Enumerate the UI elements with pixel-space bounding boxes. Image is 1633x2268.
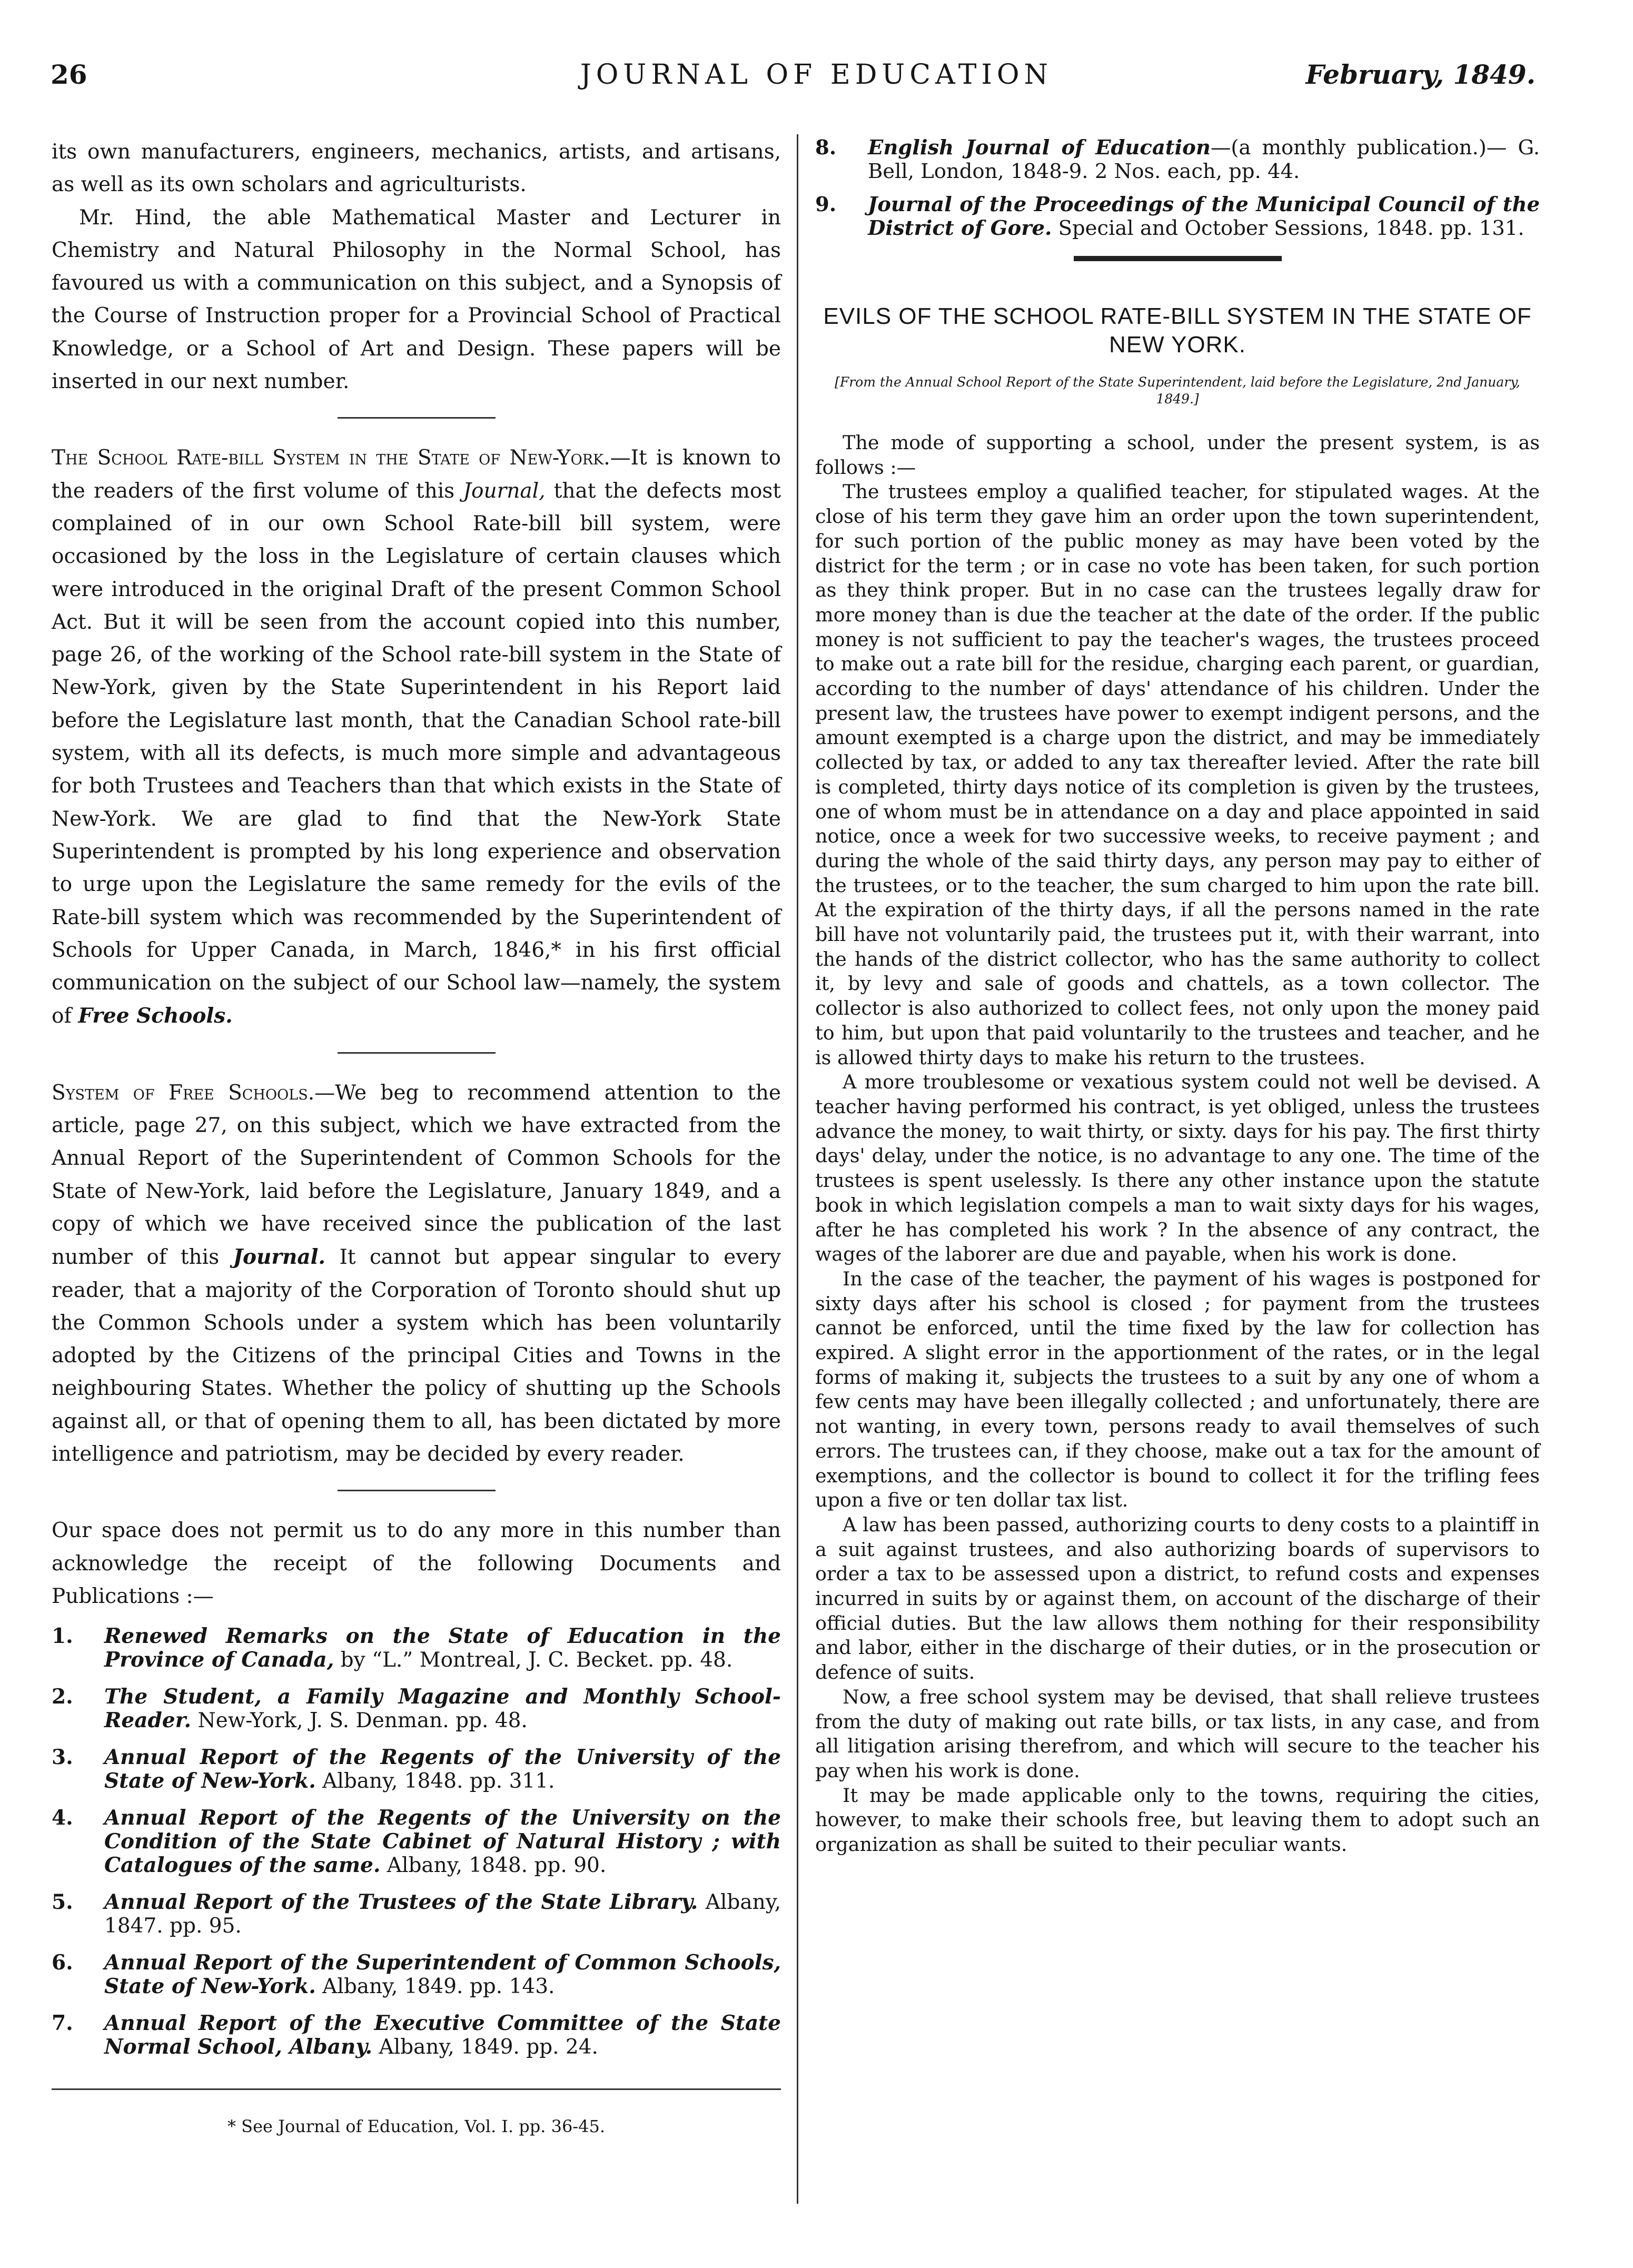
hind-paragraph: Mr. Hind, the able Mathematical Master and Lecturer in Chemistry and Natural Philosophy in the Normal School, has favoured us with a communication on this subject, and a Synopsis of the Course of Instruction proper for a Provincial School of Practical Knowledge, or a School of Art and Design. These papers will be inserted in our next number. xyxy=(52,205,781,394)
list-item: 3. Annual Report of the Regents of the University of the State of New-York. Albany, 1848. pp. 311. xyxy=(52,1745,781,1794)
article-paragraph: In the case of the teacher, the payment of his wages is postponed for sixty days after his school is closed ; for payment from the trustees cannot be enforced, until the time fixed by the law for collection has expired. A slight error in the apportionment of the rates, or in the legal forms of making it, subjects the trustees to a suit by any one of whom a few cents may have been illegally collected ; and unfortunately, there are not wanting, in every town, persons ready to avail themselves of such errors. The trustees can, if they choose, make out a tax for the amount of exemptions, and the collector is bound to collect it for the trifling fees upon a five or ten dollar tax list. xyxy=(815,1267,1540,1512)
list-item: 1. Renewed Remarks on the State of Education in the Province of Canada, by “L.” Montreal, J. C. Becket. pp. 48. xyxy=(52,1624,781,1672)
section-divider xyxy=(338,1052,496,1054)
footnote: * See Journal of Education, Vol. I. pp. 36-45. xyxy=(227,2116,605,2137)
article-paragraph: A law has been passed, authorizing courts to deny costs to a plaintiff in a suit against trustees, and also authorizing boards of supervisors to order a tax to be assessed upon a district, to refund costs and expenses incurred in suits by or against them, on account of the discharge of their official duties. But the law allows them nothing for their responsibility and labor, either in the discharge of their duties, or in the prosecution or defence of suits. xyxy=(815,1513,1540,1684)
list-item: 8. English Journal of Education—(a monthly publication.)— G. Bell, London, 1848-9. 2 Nos. each, pp. 44. xyxy=(815,136,1540,183)
article-paragraph: The mode of supporting a school, under the present system, is as follows :— xyxy=(815,431,1540,479)
intro-paragraph: its own manufacturers, engineers, mechanics, artists, and artisans, as well as its own scholars and agriculturists. xyxy=(52,140,781,197)
article-paragraph: It may be made applicable only to the towns, requiring the cities, however, to make their schools free, but leaving them to adopt such an organization as shall be suited to their peculiar wants. xyxy=(815,1784,1540,1856)
list-item: 9. Journal of the Proceedings of the Municipal Council of the District of Gore. Special and October Sessions, 1848. pp. 131. xyxy=(815,193,1540,240)
footnote-rule xyxy=(52,2088,781,2090)
list-item: 2. The Student, a Family Magazine and Monthly School-Reader. New-York, J. S. Denman. pp. 48. xyxy=(52,1685,781,1733)
list-item: 4. Annual Report of the Regents of the University on the Condition of the State Cabinet of Natural History ; with Catalogues of the same. Albany, 1848. pp. 90. xyxy=(52,1806,781,1878)
article-paragraph: The trustees employ a qualified teacher, for stipulated wages. At the close of his term they gave him an order upon the town superintendent, for such portion of the public money as may have been voted by the district for the term ; or in case no vote has been taken, for such portion as they think proper. But in no case can the trustees legally draw for more money than is due the teacher at the date of the order. If the public money is not sufficient to pay the teacher's wages, the trustees proceed to make out a rate bill for the residue, charging each parent, or guardian, according to the number of days' attendance of his children. Under the present law, the trustees have power to exempt indigent persons, and the amount exempted is a charge upon the district, and may be immediately collected by tax, or added to any tax thereafter levied. After the rate bill is completed, thirty days notice of its completion is given by the trustees, one of whom must be in attendance on a day and place appointed in said notice, once a week for two successive weeks, to receive payment ; and during the whole of the said thirty days, any person may pay to either of the trustees, or to the teacher, the sum charged to him upon the rate bill. At the expiration of the thirty days, if all the persons named in the rate bill have not voluntarily paid, the trustees put it, with their warrant, into the hands of the district collector, who has the same authority to collect it, by levy and sale of goods and chattels, as a town collector. The collector is also authorized to collect fees, not only upon the money paid to him, but upon that paid voluntarily to the trustees and teacher, and he is allowed thirty days to make his return to the trustees. xyxy=(815,480,1540,1069)
page-number: 26 xyxy=(51,59,87,90)
article-source: [From the Annual School Report of the State Superintendent, laid before the Legislature, 2nd January, 1849.] xyxy=(835,374,1520,407)
left-column xyxy=(52,136,781,2136)
acknowledgement-paragraph: Our space does not permit us to do any more in this number than acknowledge the receipt of the following Documents and Publications :— xyxy=(52,1519,781,1608)
journal-title: JOURNAL OF EDUCATION xyxy=(580,59,1053,91)
section-divider xyxy=(338,1490,496,1491)
article-paragraph: Now, a free school system may be devised, that shall relieve trustees from the duty of making out rate bills, or tax lists, in any case, and from all litigation arising therefrom, and which will secure to the teacher his pay when his work is done. xyxy=(815,1685,1540,1782)
free-schools-heading: System of Free Schools. xyxy=(52,1081,315,1105)
list-item: 6. Annual Report of the Superintendent of Common Schools, State of New-York. Albany, 1849. pp. 143. xyxy=(52,1950,781,1999)
article-title: EVILS OF THE SCHOOL RATE-BILL SYSTEM IN THE STATE OF NEW YORK. xyxy=(823,303,1532,358)
column-divider xyxy=(797,134,798,2204)
free-schools-paragraph: System of Free Schools.—We beg to recommend attention to the article, page 27, on this subject, which we have extracted from the Annual Report of the Superintendent of Common Schools for the State of New-York, laid before the Legislature, January 1849, and a copy of which we have received since the publication of the last number of this Journal. It cannot but appear singular to every reader, that a majority of the Corporation of Toronto should shut up the Common Schools under a system which has been voluntarily adopted by the Citizens of the principal Cities and Towns in the neighbouring States. Whether the policy of shutting up the Schools against all, or that of opening them to all, has been dictated by more intelligence and patriotism, may be decided by every reader. xyxy=(52,1081,781,1466)
ratebill-paragraph: The School Rate-bill System in the State of New-York.—It is known to the readers of the first volume of this Journal, that the defects most complained of in our own School Rate-bill bill system, were occasioned by the loss in the Legislature of certain clauses which were introduced in the original Draft of the present Common School Act. But it will be seen from the account copied into this number, page 26, of the working of the School rate-bill system in the State of New-York, given by the State Superintendent in his Report laid before the Legislature last month, that the Canadian School rate-bill system, with all its defects, is much more simple and advantageous for both Trustees and Teachers than that which exists in the State of New-York. We are glad to find that the New-York State Superintendent is prompted by his long experience and observation to urge upon the Legislature the same remedy for the evils of the Rate-bill system which was recommended by the Superintendent of Schools for Upper Canada, in March, 1846,* in his first official communication on the subject of our School law—namely, the system of Free Schools. xyxy=(52,446,781,1028)
documents-list xyxy=(52,1625,781,2059)
ratebill-heading: The School Rate-bill System in the State of New-York. xyxy=(52,446,610,470)
article-divider xyxy=(1074,256,1282,261)
issue-date: February, 1849. xyxy=(1305,59,1536,90)
article-paragraph: A more troublesome or vexatious system could not well be devised. A teacher having performed his contract, is yet obliged, unless the trustees advance the money, to wait thirty, or sixty. days for his pay. The first thirty days' delay, under the notice, is no advantage to any one. The time of the trustees is spent uselessly. Is there any other instance upon the statute book in which legislation compels a man to wait sixty days for his wages, after he has completed his work ? In the absence of any contract, the wages of the laborer are due and payable, when his work is done. xyxy=(815,1071,1540,1266)
list-item: 7. Annual Report of the Executive Committee of the State Normal School, Albany. Albany, 1849. pp. 24. xyxy=(52,2011,781,2059)
documents-list-continued xyxy=(815,136,1540,240)
section-divider xyxy=(338,417,496,419)
right-column xyxy=(815,136,1540,1857)
list-item: 5. Annual Report of the Trustees of the State Library. Albany, 1847. pp. 95. xyxy=(52,1890,781,1938)
